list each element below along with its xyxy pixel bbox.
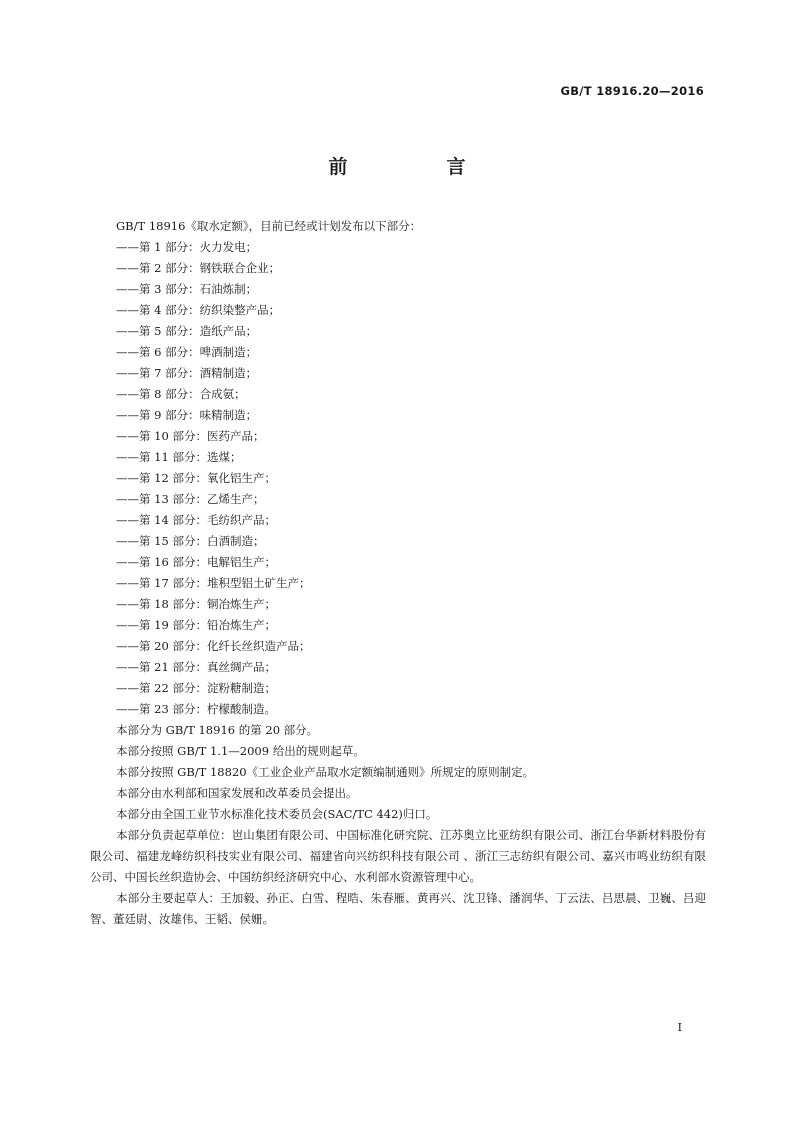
- statement-line: 本部分按照 GB/T 18820《工业企业产品取水定额编制通则》所规定的原则制定。: [116, 765, 535, 779]
- part-list-item: ——第 19 部分：铅冶炼生产；: [116, 618, 276, 632]
- document-body: [90, 216, 706, 930]
- part-list-item: ——第 16 部分：电解铝生产；: [116, 555, 276, 569]
- part-list-item: ——第 3 部分：石油炼制；: [116, 282, 258, 296]
- part-list-item: ——第 8 部分：合成氨；: [116, 387, 246, 401]
- document-code: GB/T 18916.20—2016: [560, 84, 704, 98]
- statement-line: 本部分由水利部和国家发展和改革委员会提出。: [116, 786, 358, 800]
- parts-list: [90, 237, 706, 720]
- part-list-item: ——第 23 部分：柠檬酸制造。: [116, 702, 276, 716]
- part-list-item: ——第 2 部分：钢铁联合企业；: [116, 261, 281, 275]
- part-list-item: ——第 4 部分：纺织染整产品；: [116, 303, 281, 317]
- drafting-units-paragraph: 本部分负责起草单位：岜山集团有限公司、中国标准化研究院、江苏奥立比亚纺织有限公司、浙江台华新材料股份有限公司、福建龙峰纺织科技实业有限公司、福建省向兴纺织科技有限公司 、浙江三志纺织有限公司、嘉兴市鸣业纺织有限公司、中国长丝织造协会、中国纺织经济研究中心、水利部水资源管理中心。: [90, 828, 706, 884]
- statement-line: 本部分按照 GB/T 1.1—2009 给出的规则起草。: [116, 744, 365, 758]
- part-list-item: ——第 22 部分：淀粉糖制造；: [116, 681, 276, 695]
- part-list-item: ——第 21 部分：真丝绸产品；: [116, 660, 276, 674]
- part-list-item: ——第 13 部分：乙烯生产；: [116, 492, 265, 506]
- statements-list: [90, 720, 706, 825]
- part-list-item: ——第 5 部分：造纸产品；: [116, 324, 258, 338]
- part-list-item: ——第 10 部分：医药产品；: [116, 429, 265, 443]
- drafters-paragraph: 本部分主要起草人：王加毅、孙正、白雪、程晧、朱春雁、黄再兴、沈卫锋、潘润华、丁云法、吕思晨、卫巍、吕迎智、董廷尉、汝雄伟、王韬、侯姗。: [90, 891, 706, 926]
- part-list-item: ——第 12 部分：氧化铝生产；: [116, 471, 276, 485]
- part-list-item: ——第 14 部分：毛纺织产品；: [116, 513, 276, 527]
- intro-line: GB/T 18916《取水定额》，目前已经或计划发布以下部分：: [116, 219, 422, 233]
- part-list-item: ——第 6 部分：啤酒制造；: [116, 345, 258, 359]
- statement-line: 本部分由全国工业节水标准化技术委员会(SAC/TC 442)归口。: [116, 807, 438, 821]
- part-list-item: ——第 11 部分：选煤；: [116, 450, 242, 464]
- statement-line: 本部分为 GB/T 18916 的第 20 部分。: [116, 723, 319, 737]
- page-number: I: [677, 1021, 682, 1034]
- part-list-item: ——第 1 部分：火力发电；: [116, 240, 258, 254]
- part-list-item: ——第 9 部分：味精制造；: [116, 408, 258, 422]
- page-title: 前 言: [328, 156, 506, 178]
- part-list-item: ——第 17 部分：堆积型铝土矿生产；: [116, 576, 311, 590]
- part-list-item: ——第 7 部分：酒精制造；: [116, 366, 258, 380]
- part-list-item: ——第 20 部分：化纤长丝织造产品；: [116, 639, 311, 653]
- part-list-item: ——第 18 部分：铜冶炼生产；: [116, 597, 276, 611]
- part-list-item: ——第 15 部分：白酒制造；: [116, 534, 265, 548]
